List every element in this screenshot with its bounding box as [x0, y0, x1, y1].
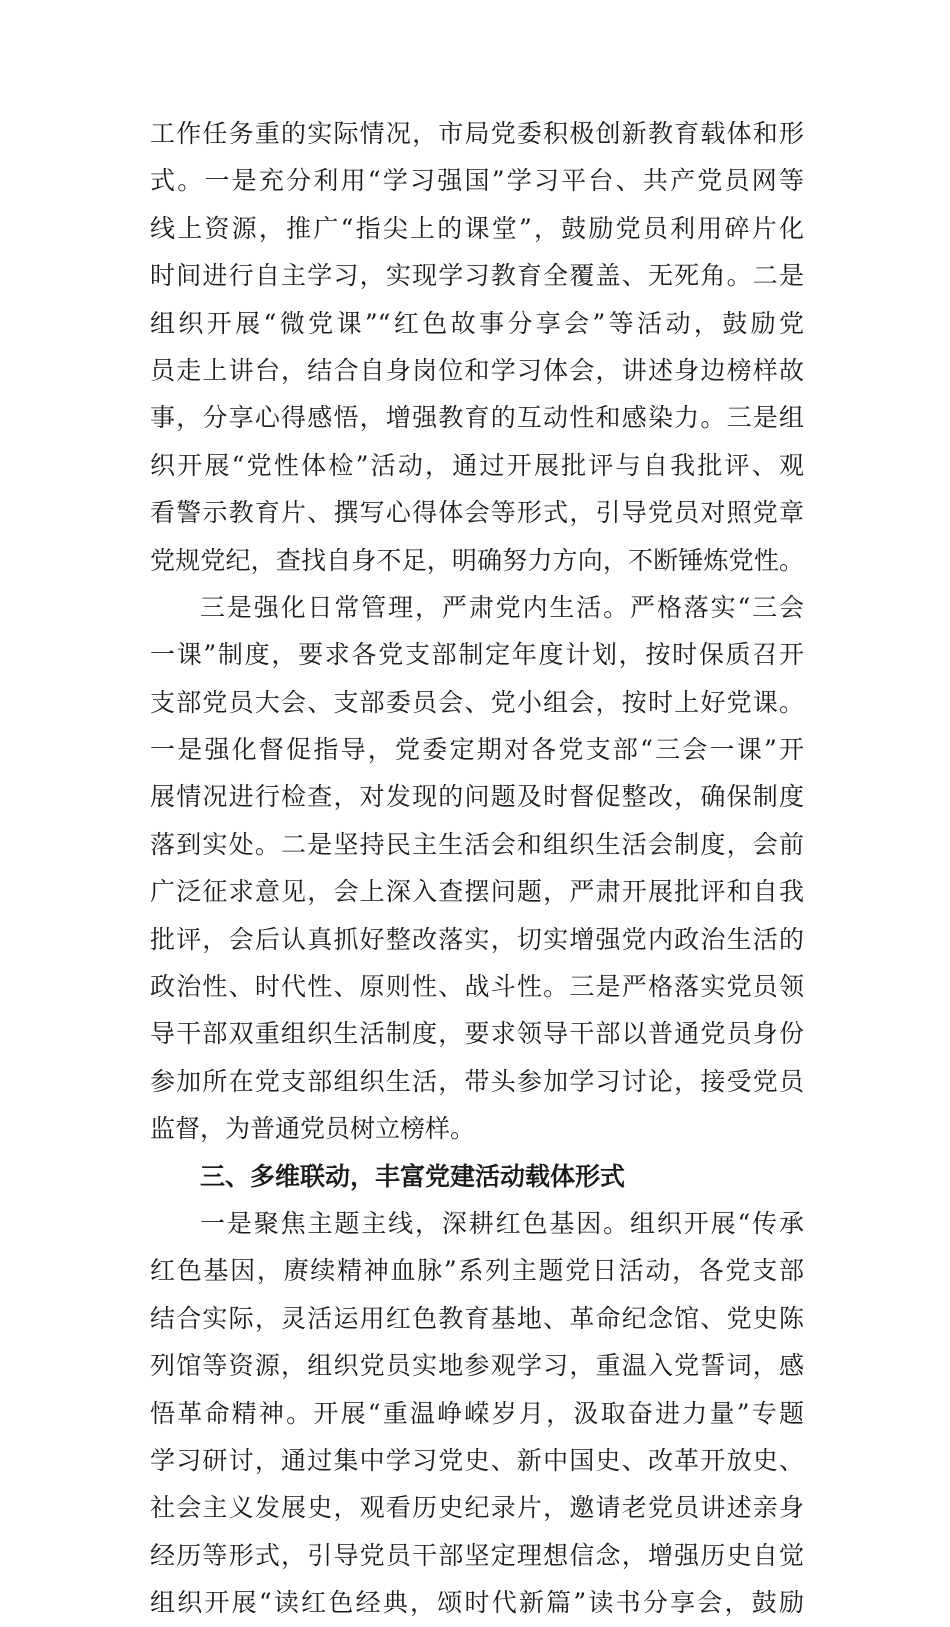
paragraph-end-line: 监督，为普通党员树立榜样。 [150, 1114, 476, 1144]
text-line: 政治性、时代性、原则性、战斗性。三是严格落实党员领 [150, 972, 804, 1002]
text-line: 式。一是充分利用“学习强国”学习平台、共产党员网等 [150, 166, 804, 196]
section-heading: 三、多维联动，丰富党建活动载体形式 [200, 1161, 626, 1191]
text-line: 学习研讨，通过集中学习党史、新中国史、改革开放史、 [150, 1445, 804, 1475]
text-line: 导干部双重组织生活制度，要求领导干部以普通党员身份 [150, 1019, 804, 1049]
text-line: 工作任务重的实际情况，市局党委积极创新教育载体和形 [150, 119, 804, 148]
text-line: 经历等形式，引导党员干部坚定理想信念，增强历史自觉 [150, 1540, 804, 1570]
paragraph-start-line: 一是聚焦主题主线，深耕红色基因。组织开展“传承 [200, 1208, 804, 1238]
text-line: 看警示教育片、撰写心得体会等形式，引导党员对照党章 [150, 498, 804, 528]
text-line: 一课”制度，要求各党支部制定年度计划，按时保质召开 [150, 640, 804, 670]
text-line: 结合实际，灵活运用红色教育基地、革命纪念馆、党史陈 [150, 1303, 804, 1333]
paragraph-start-line: 三是强化日常管理，严肃党内生活。严格落实“三会 [200, 592, 804, 622]
text-line: 悟革命精神。开展“重温峥嵘岁月，汲取奋进力量”专题 [150, 1398, 804, 1428]
text-line: 事，分享心得感悟，增强教育的互动性和感染力。三是组 [150, 403, 804, 433]
text-line: 支部党员大会、支部委员会、党小组会，按时上好党课。 [150, 687, 804, 717]
text-line: 展情况进行检查，对发现的问题及时督促整改，确保制度 [150, 782, 804, 812]
text-line: 织开展“党性体检”活动，通过开展批评与自我批评、观 [150, 450, 804, 480]
text-line: 社会主义发展史，观看历史纪录片，邀请老党员讲述亲身 [150, 1493, 804, 1523]
text-line: 组织开展“微党课”“红色故事分享会”等活动，鼓励党 [150, 308, 804, 338]
text-line: 时间进行自主学习，实现学习教育全覆盖、无死角。二是 [150, 261, 804, 291]
text-line: 员走上讲台，结合自身岗位和学习体会，讲述身边榜样故 [150, 355, 804, 385]
document-page [150, 110, 804, 1627]
text-line: 组织开展“读红色经典，颂时代新篇”读书分享会，鼓励 [150, 1588, 804, 1618]
text-line: 参加所在党支部组织生活，带头参加学习讨论，接受党员 [150, 1066, 804, 1096]
text-line: 广泛征求意见，会上深入查摆问题，严肃开展批评和自我 [150, 877, 804, 907]
text-line: 列馆等资源，组织党员实地参观学习，重温入党誓词，感 [150, 1351, 804, 1381]
text-line: 落到实处。二是坚持民主生活会和组织生活会制度，会前 [150, 829, 804, 859]
text-line: 党规党纪，查找自身不足，明确努力方向，不断锤炼党性。 [150, 545, 804, 575]
text-line: 批评，会后认真抓好整改落实，切实增强党内政治生活的 [150, 924, 804, 954]
text-line: 红色基因，赓续精神血脉”系列主题党日活动，各党支部 [150, 1256, 804, 1286]
text-line: 线上资源，推广“指尖上的课堂”，鼓励党员利用碎片化 [150, 213, 804, 243]
text-line: 一是强化督促指导，党委定期对各党支部“三会一课”开 [150, 735, 804, 765]
